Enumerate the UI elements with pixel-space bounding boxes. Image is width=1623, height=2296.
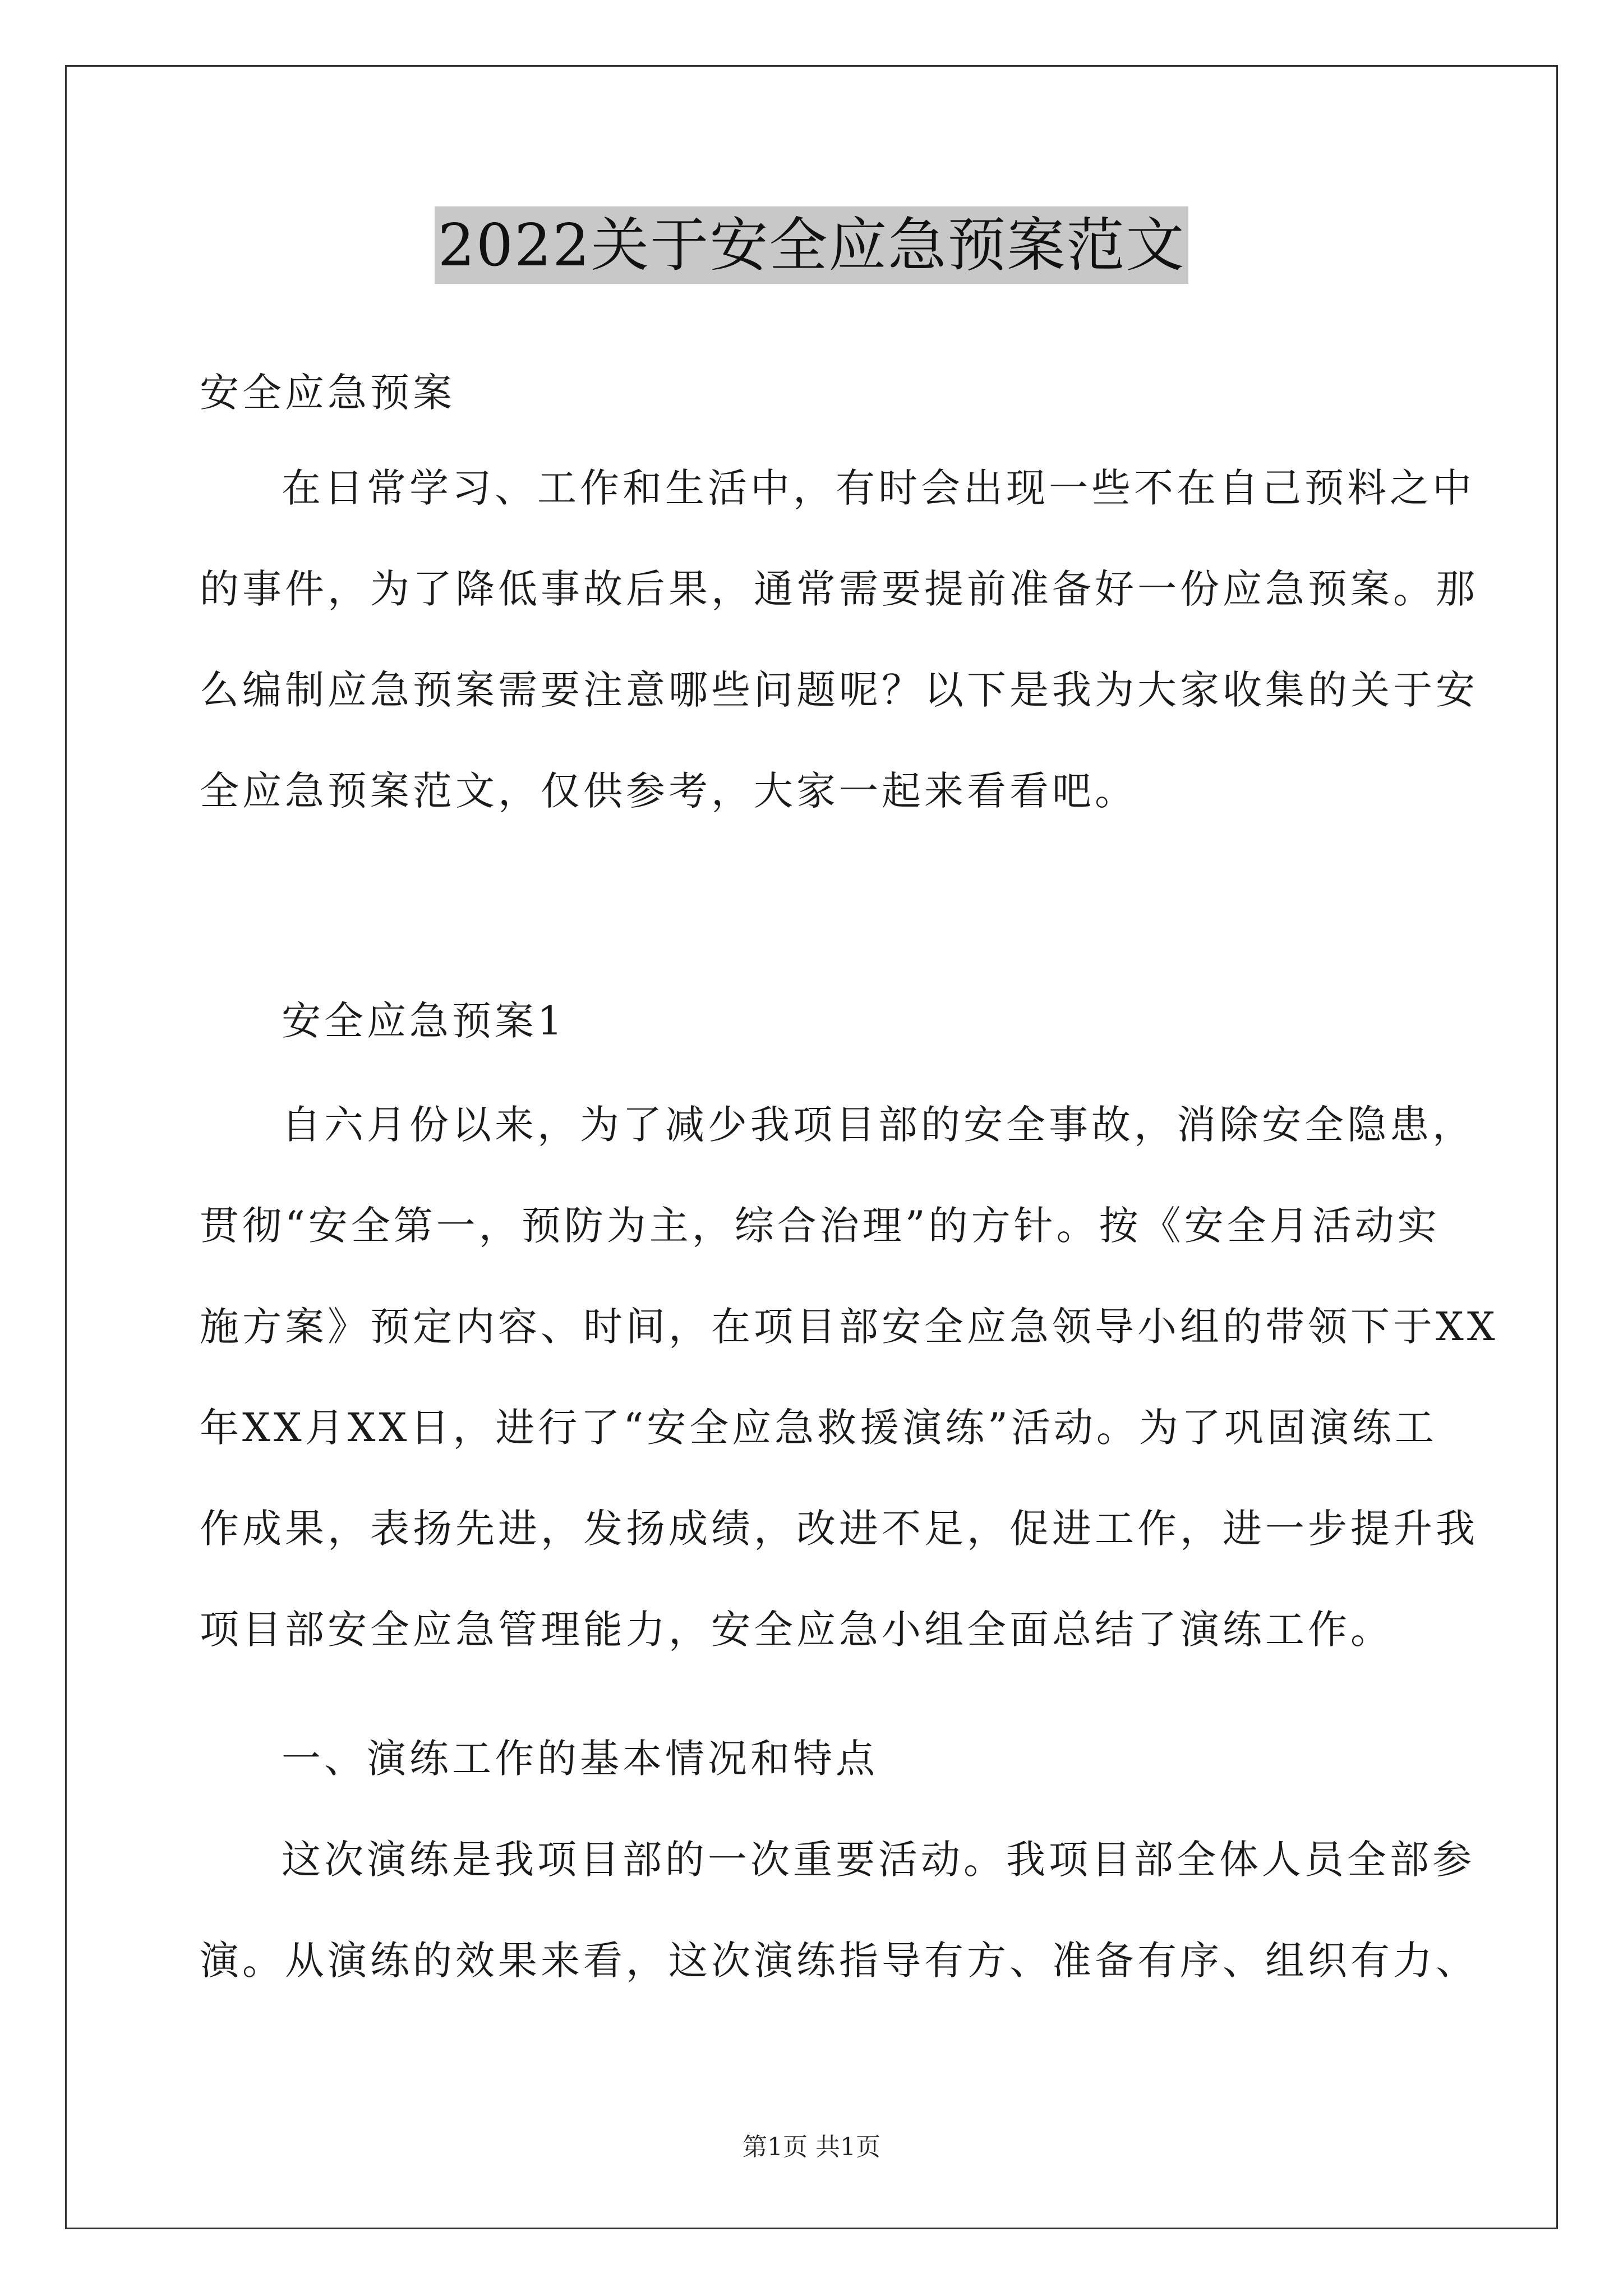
section1-line: 自六月份以来，为了减少我项目部的安全事故，消除安全隐患，: [282, 1102, 1475, 1148]
intro-line: 在日常学习、工作和生活中，有时会出现一些不在自己预料之中: [282, 465, 1475, 511]
subsection1-heading: 一、演练工作的基本情况和特点: [282, 1736, 878, 1782]
subsection1-paragraph: [200, 1809, 1478, 2011]
intro-line: 么编制应急预案需要注意哪些问题呢？以下是我为大家收集的关于安: [200, 667, 1478, 713]
page-number-footer: 第1页 共1页: [743, 2133, 880, 2161]
section1-line: 项目部安全应急管理能力，安全应急小组全面总结了演练工作。: [200, 1607, 1393, 1653]
section1-line: 年XX月XX日，进行了“安全应急救援演练”活动。为了巩固演练工: [200, 1405, 1437, 1451]
heading-main: 安全应急预案: [200, 370, 455, 416]
title-container: [0, 206, 1623, 284]
subsection1-line: 演。从演练的效果来看，这次演练指导有方、准备有序、组织有力、: [200, 1938, 1478, 1984]
intro-line: 全应急预案范文，仅供参考，大家一起来看看吧。: [200, 768, 1137, 814]
intro-paragraph: [200, 438, 1478, 841]
document-title: 2022关于安全应急预案范文: [435, 206, 1189, 284]
intro-line: 的事件，为了降低事故后果，通常需要提前准备好一份应急预案。那: [200, 566, 1478, 612]
section1-paragraph: [200, 1074, 1498, 1680]
section1-line: 作成果，表扬先进，发扬成绩，改进不足，促进工作，进一步提升我: [200, 1506, 1478, 1552]
section1-line: 贯彻“安全第一，预防为主，综合治理”的方针。按《安全月活动实: [200, 1203, 1440, 1249]
subsection1-line: 这次演练是我项目部的一次重要活动。我项目部全体人员全部参: [282, 1837, 1475, 1883]
section1-heading: 安全应急预案1: [282, 998, 566, 1044]
section1-line: 施方案》预定内容、时间，在项目部安全应急领导小组的带领下于XX: [200, 1304, 1498, 1350]
